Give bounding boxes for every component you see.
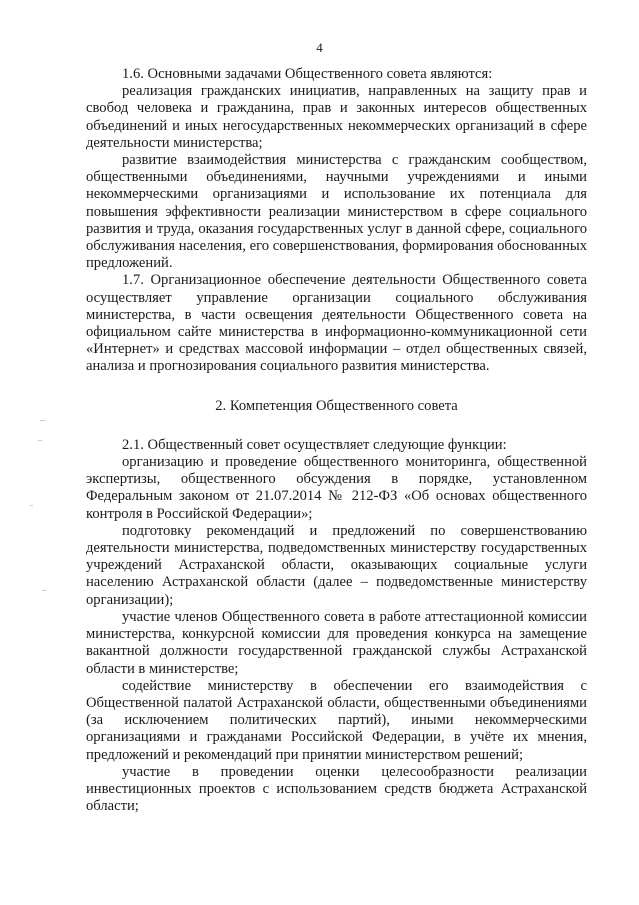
paragraph-task-civic-initiatives: реализация гражданских инициатив, направленных на защиту прав и свобод человека и гражданина, прав и законных интересов общественных объединений и иных негосударственных некоммерческих организаций в сфере деятельности министерства; [86,83,587,151]
scan-speck [38,440,42,441]
scan-speck [42,590,47,591]
page-number: 4 [316,40,323,55]
document-body [86,66,587,815]
paragraph-function-investment: участие в проведении оценки целесообразности реализации инвестиционных проектов с использованием средств бюджета Астраханской области; [86,763,587,815]
paragraph-2-1: 2.1. Общественный совет осуществляет следующие функции: [122,436,507,453]
paragraph-function-recommendations: подготовку рекомендаций и предложений по совершенствованию деятельности министерства, подведомственных министерству государственных учреждений Астраханской области, оказывающих социальные услуги населению Астраханской области (далее – подведомственные министерству организации); [86,522,587,608]
paragraph-function-monitoring: организацию и проведение общественного мониторинга, общественной экспертизы, общественного обсуждения в порядке, установленном Федеральным законом от 21.07.2014 № 212-ФЗ «Об основах общественного контроля в Российской Федерации»; [86,454,587,522]
paragraph-function-cooperation: содействие министерству в обеспечении его взаимодействия с Общественной палатой Астраханской области, общественными объединениями (за исключением политических партий), иными некоммерческими организациями и гражданами Российской Федерации, в учёте их мнения, предложений и рекомендаций при принятии министерством решений; [86,677,587,763]
paragraph-task-interaction: развитие взаимодействия министерства с гражданским сообществом, общественными объединениями, научными учреждениями и иными некоммерческими организациями и использование их потенциала для повышения эффективности реализации министерством в сфере социального развития и труда, оказания государственных услуг в данной сфере, социального обслуживания населения, его совершенствования, формирования обоснованных предложений. [86,152,587,272]
section-heading: 2. Компетенция Общественного совета [215,397,458,414]
paragraph-1-6: 1.6. Основными задачами Общественного совета являются: [122,66,493,82]
scan-speck [40,420,46,421]
paragraph-1-7: 1.7. Организационное обеспечение деятельности Общественного совета осуществляет управление организации социального обслуживания министерства, в части освещения деятельности Общественного совета на официальном сайте министерства в информационно-коммуникационной сети «Интернет» и средствах массовой информации – отдел общественных связей, анализа и прогнозирования социального развития министерства. [86,272,587,375]
paragraph-function-commissions: участие членов Общественного совета в работе аттестационной комиссии министерства, конкурсной комиссии для проведения конкурса на замещение вакантной должности государственной гражданской службы Астраханской области в министерстве; [86,608,587,677]
scan-speck [30,505,33,506]
